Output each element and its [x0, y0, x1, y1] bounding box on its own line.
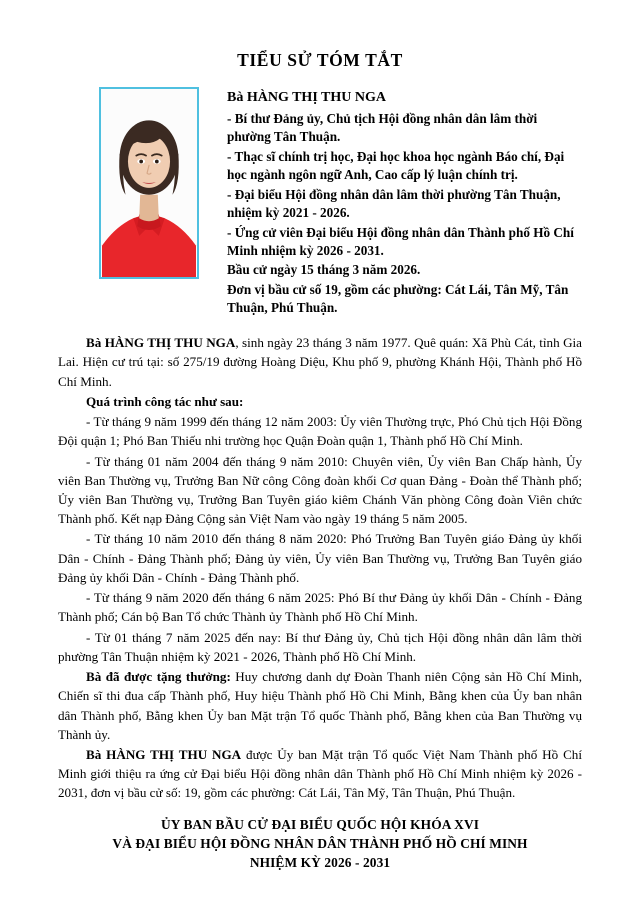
candidate-info-line-2: - Thạc sĩ chính trị học, Đại học khoa học ngành Báo chí, Đại học ngành ngôn ngữ Anh, Cao cấp lý luận chính trị.: [227, 149, 565, 183]
career-entry-2: - Từ tháng 01 năm 2004 đến tháng 9 năm 2010: Chuyên viên, Ủy viên Ban Chấp hành, Ủy viên Ban Thường vụ, Trưởng Ban Nữ công Công đoàn khối Cơ quan Đảng - Đoàn thể Thành phố; Ủy viên Ban Thường vụ, Trưởng Ban Tuyên giáo kiêm Chánh Văn phòng Công đoàn Viên chức Thành phố. Kết nạp Đảng Cộng sản Việt Nam vào ngày 19 tháng 5 năm 2005.: [58, 453, 582, 527]
nomination-rest: được Ủy ban Mặt trận Tổ quốc Việt Nam Thành phố Hồ Chí Minh giới thiệu ra ứng cử Đại biểu Hội đồng nhân dân Thành phố Hồ Chí Minh nhiệm kỳ 2026 - 2031, đơn vị bầu cử số: 19, gồm các phường: Cát Lái, Tân Mỹ, Tân Thuận, Phú Thuận.: [58, 747, 582, 801]
career-heading: Quá trình công tác như sau:: [86, 393, 244, 409]
candidate-photo: [99, 87, 199, 279]
portrait-illustration: [101, 89, 197, 277]
footer-line-1: ỦY BAN BẦU CỬ ĐẠI BIỂU QUỐC HỘI KHÓA XVI: [160, 816, 480, 832]
footer-line-3: NHIỆM KỲ 2026 - 2031: [249, 854, 391, 870]
career-heading-paragraph: [58, 392, 582, 411]
career-entry-4: - Từ tháng 9 năm 2020 đến tháng 6 năm 2025: Phó Bí thư Đảng ủy khối Dân - Chính - Đảng Thành phố; Cán bộ Ban Tổ chức Thành ủy Thành phố Hồ Chí Minh.: [58, 590, 582, 625]
issuing-authority-footer: [58, 815, 582, 872]
candidate-info-line-4: - Ứng cử viên Đại biểu Hội đồng nhân dân Thành phố Hồ Chí Minh nhiệm kỳ 2026 - 2031.: [227, 224, 574, 258]
career-entry-3: - Từ tháng 10 năm 2010 đến tháng 8 năm 2020: Phó Trưởng Ban Tuyên giáo Đảng ủy khối Dân - Chính - Đảng Thành phố; Đảng ủy viên, Ủy viên Ban Thường vụ, Trưởng Ban Tuyên giáo Đảng ủy khối Dân - Chính - Đảng Thành phố.: [58, 531, 582, 585]
election-date-line: Bầu cử ngày 15 tháng 3 năm 2026.: [227, 262, 421, 278]
candidate-name: Bà HÀNG THỊ THU NGA: [227, 90, 386, 105]
biography-intro-paragraph: [58, 333, 582, 391]
awards-heading: Bà đã được tặng thưởng:: [86, 669, 231, 685]
candidate-info-line-1: - Bí thư Đảng ủy, Chủ tịch Hội đồng nhân dân lâm thời phường Tân Thuận.: [227, 111, 538, 145]
biography-intro-rest: , sinh ngày 23 tháng 3 năm 1977. Quê quán: Xã Phù Cát, tỉnh Gia Lai. Hiện cư trú tại: số 275/19 đường Hoàng Diệu, Khu phố 9, phường Khánh Hội, Thành phố Hồ Chí Minh.: [58, 335, 582, 389]
candidate-info: [227, 87, 582, 319]
candidate-info-line-3: - Đại biểu Hội đồng nhân dân lâm thời phường Tân Thuận, nhiệm kỳ 2021 - 2026.: [227, 186, 561, 220]
biography-intro-name: Bà HÀNG THỊ THU NGA: [86, 335, 236, 351]
nomination-paragraph: [58, 745, 582, 803]
career-entry-5: - Từ 01 tháng 7 năm 2025 đến nay: Bí thư Đảng ủy, Chủ tịch Hội đồng nhân dân lâm thời phường Tân Thuận nhiệm kỳ 2021 - 2026, Thành phố Hồ Chí Minh.: [58, 629, 582, 664]
page-title: TIỂU SỬ TÓM TẮT: [237, 50, 403, 70]
candidate-header: [58, 87, 582, 319]
electoral-unit-line: Đơn vị bầu cử số 19, gồm các phường: Cát Lái, Tân Mỹ, Tân Thuận, Phú Thuận.: [227, 282, 569, 316]
awards-text: Huy chương danh dự Đoàn Thanh niên Cộng sản Hồ Chí Minh, Chiến sĩ thi đua cấp Thành phố, Huy hiệu Thành phố Hồ Chi Minh, Bằng khen của Ủy ban nhân dân Thành phố, Bằng khen Ủy ban Mặt trận Tổ quốc Thành phố, Bằng khen của Ban Thường vụ Thành ủy.: [58, 669, 582, 742]
awards-paragraph: [58, 667, 582, 744]
career-entry-1: - Từ tháng 9 năm 1999 đến tháng 12 năm 2003: Ủy viên Thường trực, Phó Chủ tịch Hội Đồng Đội quận 1; Phó Ban Thiếu nhi trường học Quận Đoàn quận 1, Thành phố Hồ Chí Minh.: [58, 414, 582, 449]
footer-line-2: VÀ ĐẠI BIỂU HỘI ĐỒNG NHÂN DÂN THÀNH PHỐ HỒ CHÍ MINH: [112, 835, 528, 851]
nomination-name: Bà HÀNG THỊ THU NGA: [86, 747, 242, 763]
biography-body: [58, 333, 582, 803]
